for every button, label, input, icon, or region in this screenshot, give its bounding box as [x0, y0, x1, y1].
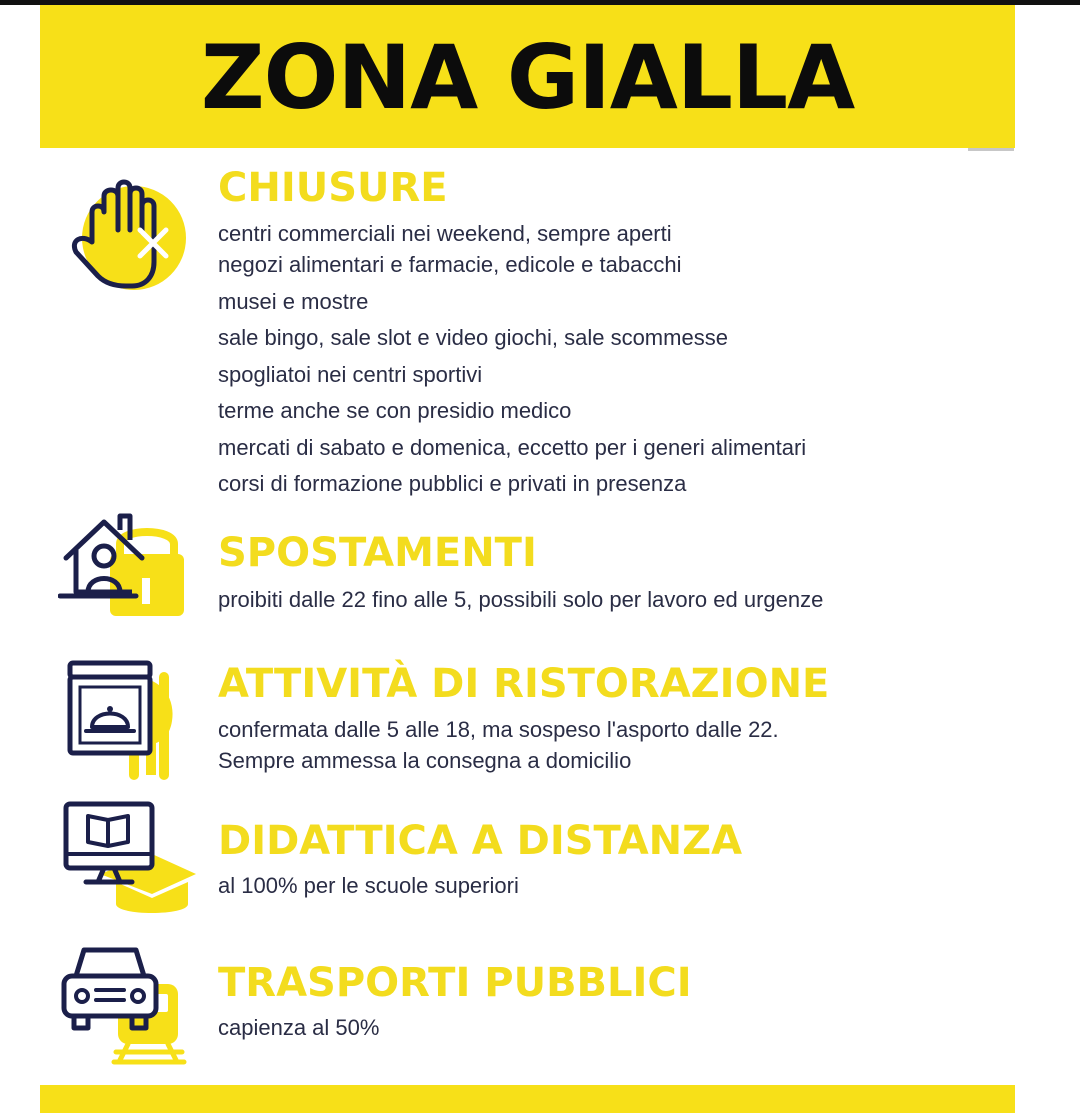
- computer-graduation-icon: [58, 800, 198, 920]
- page-title: ZONA GIALLA: [200, 26, 855, 129]
- list-item: musei e mostre: [218, 288, 369, 314]
- hand-stop-icon: [58, 170, 190, 300]
- didattica-list: [218, 871, 519, 901]
- chiusure-list: [218, 220, 806, 507]
- bottom-band: [40, 1085, 1015, 1113]
- list-item: centri commerciali nei weekend, sempre aperti: [218, 221, 672, 246]
- list-item: confermata dalle 5 alle 18, ma sospeso l'asporto dalle 22.: [218, 717, 779, 742]
- restaurant-menu-icon: [58, 655, 188, 780]
- section-title-chiusure: CHIUSURE: [218, 165, 448, 211]
- trasporti-list: [218, 1013, 379, 1043]
- list-item: sale bingo, sale slot e video giochi, sale scommesse: [218, 325, 728, 350]
- section-title-didattica: DIDATTICA A DISTANZA: [218, 818, 743, 864]
- house-lock-icon: [58, 508, 188, 620]
- header-tick: [968, 148, 1014, 151]
- list-item: proibiti dalle 22 fino alle 5, possibili solo per lavoro ed urgenze: [218, 587, 824, 612]
- ristorazione-list: [218, 714, 779, 776]
- list-item: al 100% per le scuole superiori: [218, 873, 519, 898]
- section-title-ristorazione: ATTIVITÀ DI RISTORAZIONE: [218, 661, 830, 707]
- list-item: negozi alimentari e farmacie, edicole e tabacchi: [218, 252, 682, 277]
- spostamenti-list: [218, 585, 823, 615]
- list-item: corsi di formazione pubblici e privati in presenza: [218, 471, 687, 496]
- section-title-trasporti: TRASPORTI PUBBLICI: [218, 960, 692, 1006]
- list-item: mercati di sabato e domenica, eccetto per i generi alimentari: [218, 434, 807, 460]
- section-title-spostamenti: SPOSTAMENTI: [218, 530, 537, 576]
- list-item: capienza al 50%: [218, 1015, 380, 1040]
- list-item: spogliatoi nei centri sportivi: [218, 361, 483, 387]
- list-item: Sempre ammessa la consegna a domicilio: [218, 748, 632, 773]
- list-item: terme anche se con presidio medico: [218, 398, 572, 423]
- car-train-icon: [58, 940, 188, 1068]
